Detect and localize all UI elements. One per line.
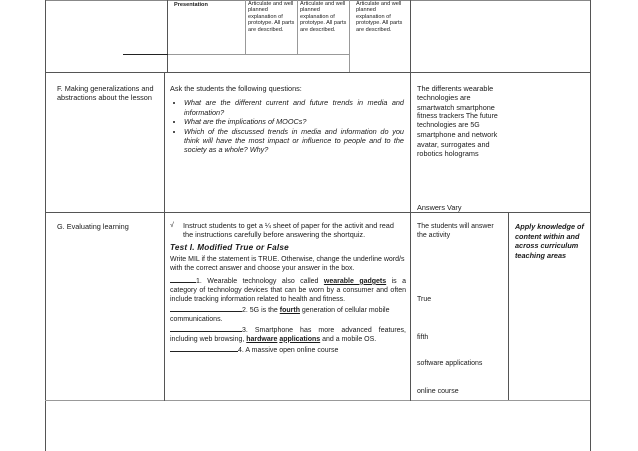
instruction-text: Instruct students to get a ¼ sheet of paper for the activit and read the instructions carefully before answering the shortquiz. [183,221,394,240]
mini-table-header: Presentation [174,2,208,8]
instruction-row [170,221,406,240]
col-label-divider [164,72,165,401]
quiz-item-2 [170,304,406,324]
answers-vary: Answers Vary [417,203,462,212]
mini-table-cell-2: Articulate and well planned explanation of prototype. All parts are described. [300,1,347,33]
row-g-content [170,221,406,355]
answer-blank [170,324,242,332]
item1-underlined: wearable gadgets [323,277,387,285]
answers-line-1: The differents wearable technologies are smartwatch smartphone [417,84,495,112]
row-f-intro: Ask the students the following questions: [170,84,302,93]
row-f-answers [417,84,509,158]
question-item: • What are the different current and future trends in media and information? [184,98,404,117]
question-item: • Which of the discussed trends in media and information do you think will have the most impact or influence to people and to the society as a whole? Why? [184,127,404,155]
mini-table-col3 [349,0,350,72]
col-response-divider [508,212,509,400]
answers-line-2: fitness trackers The future technologies are 5G [417,113,498,130]
answer-software: software applications [417,360,483,367]
mini-table-cell-3: Articulate and well planned explanation of prototype. All parts are described. [356,1,403,33]
check-icon: √ [170,222,174,229]
item3-pre: 3. Smartphone has more advanced features, including web browsing, [170,326,406,343]
answer-blank [170,304,242,312]
row-g-bottom [45,400,590,401]
item1-post: is a category of technology devices that can be worn by a consumer and often include tracking information related to health and fitness. [170,277,406,303]
col-content-divider [410,72,411,401]
item2-underlined: fourth [279,306,300,314]
top-right-inner [410,0,411,72]
mini-table-left [167,0,168,72]
mini-table-bottom [167,54,349,55]
item2-pre: 2. 5G is the [242,306,280,314]
test-directions: Write MIL if the statement is TRUE. Otherwise, change the underline word/s with the correct answer and choose your answer in the box. [170,255,405,272]
item3-post: and a mobile OS. [320,335,377,343]
answers-line-3: smartphone and network avatar, surrogates and robotics holograms [417,130,498,159]
top-right-border [590,0,591,451]
question-list [170,98,404,154]
mini-table-col2 [297,0,298,54]
row-f-top [45,72,590,73]
answer-online: online course [417,388,459,395]
row-f-content [170,84,404,155]
quiz-item-1 [170,275,406,304]
quiz-item-4 [170,344,406,355]
top-left-border [45,0,46,451]
signature-line [123,54,168,55]
answer-true: True [417,296,432,303]
row-f-label: F. Making generalizations and abstractions about the lesson [57,84,154,103]
item3-underlined-1: hardware [246,335,278,343]
item4-text: 4. A massive open online course [238,346,339,354]
row-g-label: G. Evaluating learning [57,222,129,231]
answer-blank [170,275,196,283]
remark-text: Apply knowledge of content within and across curriculum teaching areas [515,222,584,260]
mini-table-col1 [245,0,246,54]
answer-fifth: fifth [417,334,429,341]
mini-table-cell-1: Articulate and well planned explanation of prototype. All parts are described. [248,1,295,33]
test-title: Test I. Modified True or False [170,242,289,252]
item2-post: generation of cellular mobile communications. [170,306,390,323]
item1-pre: 1. Wearable technology also called [196,277,324,285]
answer-blank [170,344,238,352]
response-intro: The students will answer the activity [417,223,494,239]
quiz-item-3 [170,324,406,344]
item3-underlined-2: applications [279,335,321,343]
question-item: • What are the implications of MOOCs? [184,117,404,126]
